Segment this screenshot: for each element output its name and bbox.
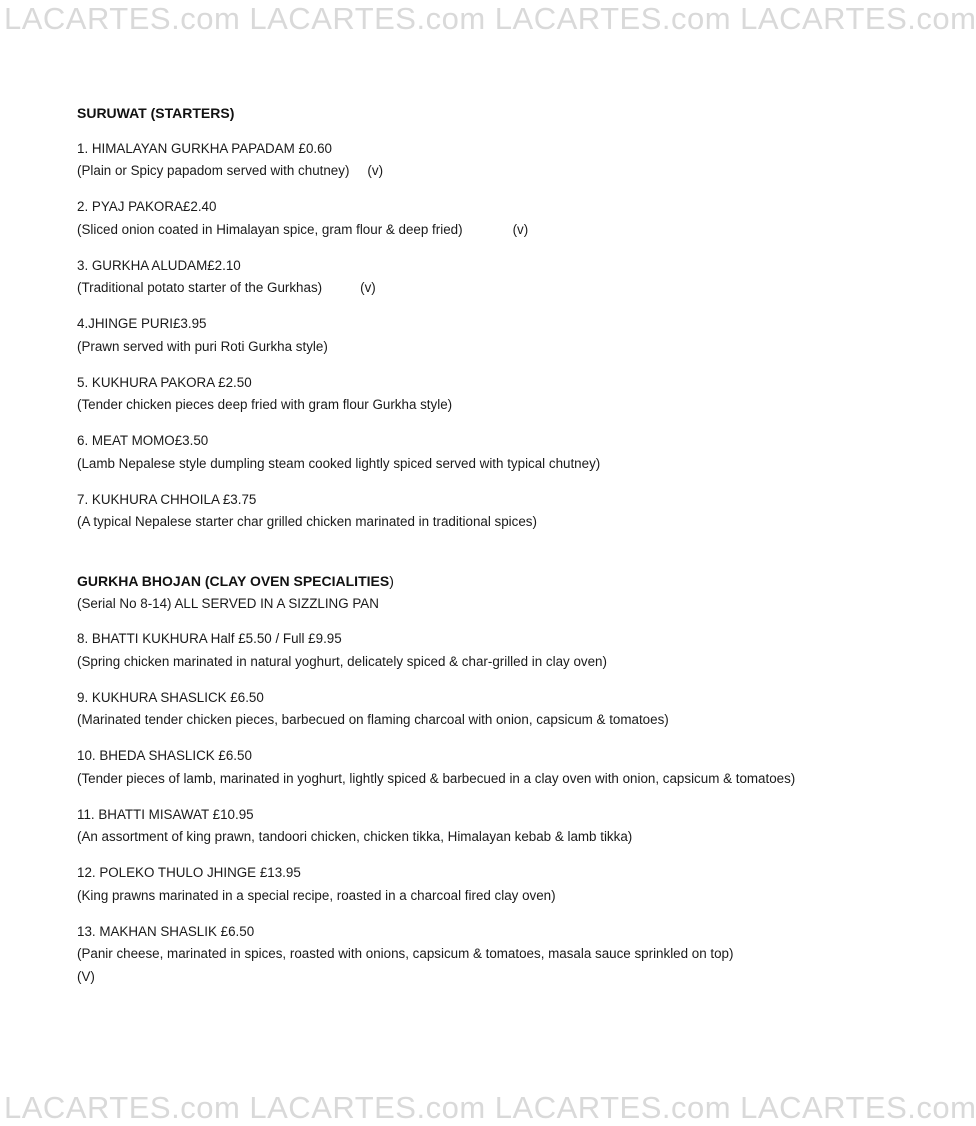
menu-item-description-line (77, 453, 837, 476)
menu-item-description: (Marinated tender chicken pieces, barbecued on flaming charcoal with onion, capsicum & tomatoes) (77, 712, 669, 727)
menu-item (77, 489, 837, 534)
menu-item (77, 921, 837, 989)
menu-item (77, 745, 837, 790)
section-title (77, 570, 837, 593)
menu-item-description: (Spring chicken marinated in natural yoghurt, delicately spiced & char-grilled in clay oven) (77, 653, 607, 669)
menu-item-name: 7. KUKHURA CHHOILA £3.75 (77, 491, 257, 507)
menu-item-description-line (77, 160, 837, 183)
menu-item-name: 5. KUKHURA PAKORA £2.50 (77, 374, 252, 390)
vegetarian-marker: (V) (77, 968, 95, 984)
menu-item-name: 13. MAKHAN SHASLIK £6.50 (77, 923, 255, 939)
menu-item-description: (King prawns marinated in a special recipe, roasted in a charcoal fired clay oven) (77, 887, 556, 903)
menu-page (77, 102, 837, 1002)
menu-item-name: 9. KUKHURA SHASLICK £6.50 (77, 689, 264, 705)
menu-item-description: (Panir cheese, marinated in spices, roasted with onions, capsicum & tomatoes, masala sauce sprinkled on top) (77, 946, 734, 961)
menu-item-name: 10. BHEDA SHASLICK £6.50 (77, 748, 252, 763)
menu-item-description: (Plain or Spicy papadom served with chutney) (77, 163, 350, 178)
menu-item-description-line (77, 709, 837, 732)
menu-item-name: 12. POLEKO THULO JHINGE £13.95 (77, 865, 301, 880)
menu-item-description: (An assortment of king prawn, tandoori chicken, chicken tikka, Himalayan kebab & lamb tikka) (77, 829, 633, 844)
menu-item-description-line (77, 943, 837, 966)
menu-item (77, 628, 837, 673)
vegetarian-marker: (v) (367, 163, 384, 178)
vegetarian-marker: (v) (360, 280, 376, 295)
menu-item-description-line (77, 219, 837, 242)
menu-item-name: 4.JHINGE PURI£3.95 (77, 316, 207, 331)
section-title (77, 102, 837, 125)
menu-item-description: (Prawn served with puri Roti Gurkha style) (77, 338, 328, 354)
menu-item-description: (Tender chicken pieces deep fried with gram flour Gurkha style) (77, 397, 453, 412)
menu-item-description: (A typical Nepalese starter char grilled chicken marinated in traditional spices) (77, 514, 537, 529)
menu-item-name: 8. BHATTI KUKHURA Half £5.50 / Full £9.95 (77, 631, 342, 646)
menu-item-description-line (77, 336, 837, 359)
menu-item-description: (Tender pieces of lamb, marinated in yoghurt, lightly spiced & barbecued in a clay oven with onion, capsicum & tomatoes) (77, 770, 796, 786)
menu-item-description-line (77, 511, 837, 534)
menu-item-description-line (77, 394, 837, 417)
menu-item-description-line (77, 651, 837, 674)
watermark-top: LACARTES.com LACARTES.com LACARTES.com LACARTES.com (4, 1, 976, 36)
menu-item-description-line (77, 826, 837, 849)
section-title-text: SURUWAT (STARTERS) (77, 105, 235, 121)
menu-item-name: 11. BHATTI MISAWAT £10.95 (77, 806, 254, 822)
menu-item (77, 687, 837, 732)
menu-item-name: 1. HIMALAYAN GURKHA PAPADAM £0.60 (77, 140, 333, 156)
watermark-bottom: LACARTES.com LACARTES.com LACARTES.com LACARTES.com (4, 1090, 976, 1125)
menu-item-veg-line (77, 966, 837, 989)
menu-item-description: (Lamb Nepalese style dumpling steam cooked lightly spiced served with typical chutney) (77, 455, 601, 471)
menu-item-description-line (77, 768, 837, 791)
menu-item (77, 138, 837, 183)
vegetarian-marker: (v) (512, 221, 529, 237)
menu-item-name: 3. GURKHA ALUDAM£2.10 (77, 257, 241, 273)
section-title-text: GURKHA BHOJAN (CLAY OVEN SPECIALITIES (77, 573, 390, 589)
menu-item (77, 372, 837, 417)
menu-item (77, 313, 837, 358)
menu-sections (77, 102, 837, 988)
menu-item-description: (Traditional potato starter of the Gurkhas) (77, 280, 323, 295)
menu-item (77, 862, 837, 907)
menu-item-description-line (77, 277, 837, 300)
menu-item (77, 430, 837, 475)
menu-item-description-line (77, 885, 837, 908)
menu-item (77, 255, 837, 300)
menu-item-description: (Sliced onion coated in Himalayan spice, gram flour & deep fried) (77, 221, 463, 237)
section-title-suffix: ) (389, 573, 394, 589)
section-note: (Serial No 8-14) ALL SERVED IN A SIZZLING PAN (77, 595, 379, 611)
menu-item-name: 6. MEAT MOMO£3.50 (77, 433, 209, 448)
section-gap (77, 547, 837, 570)
menu-item (77, 196, 837, 241)
menu-item-name: 2. PYAJ PAKORA£2.40 (77, 199, 217, 214)
menu-item (77, 804, 837, 849)
